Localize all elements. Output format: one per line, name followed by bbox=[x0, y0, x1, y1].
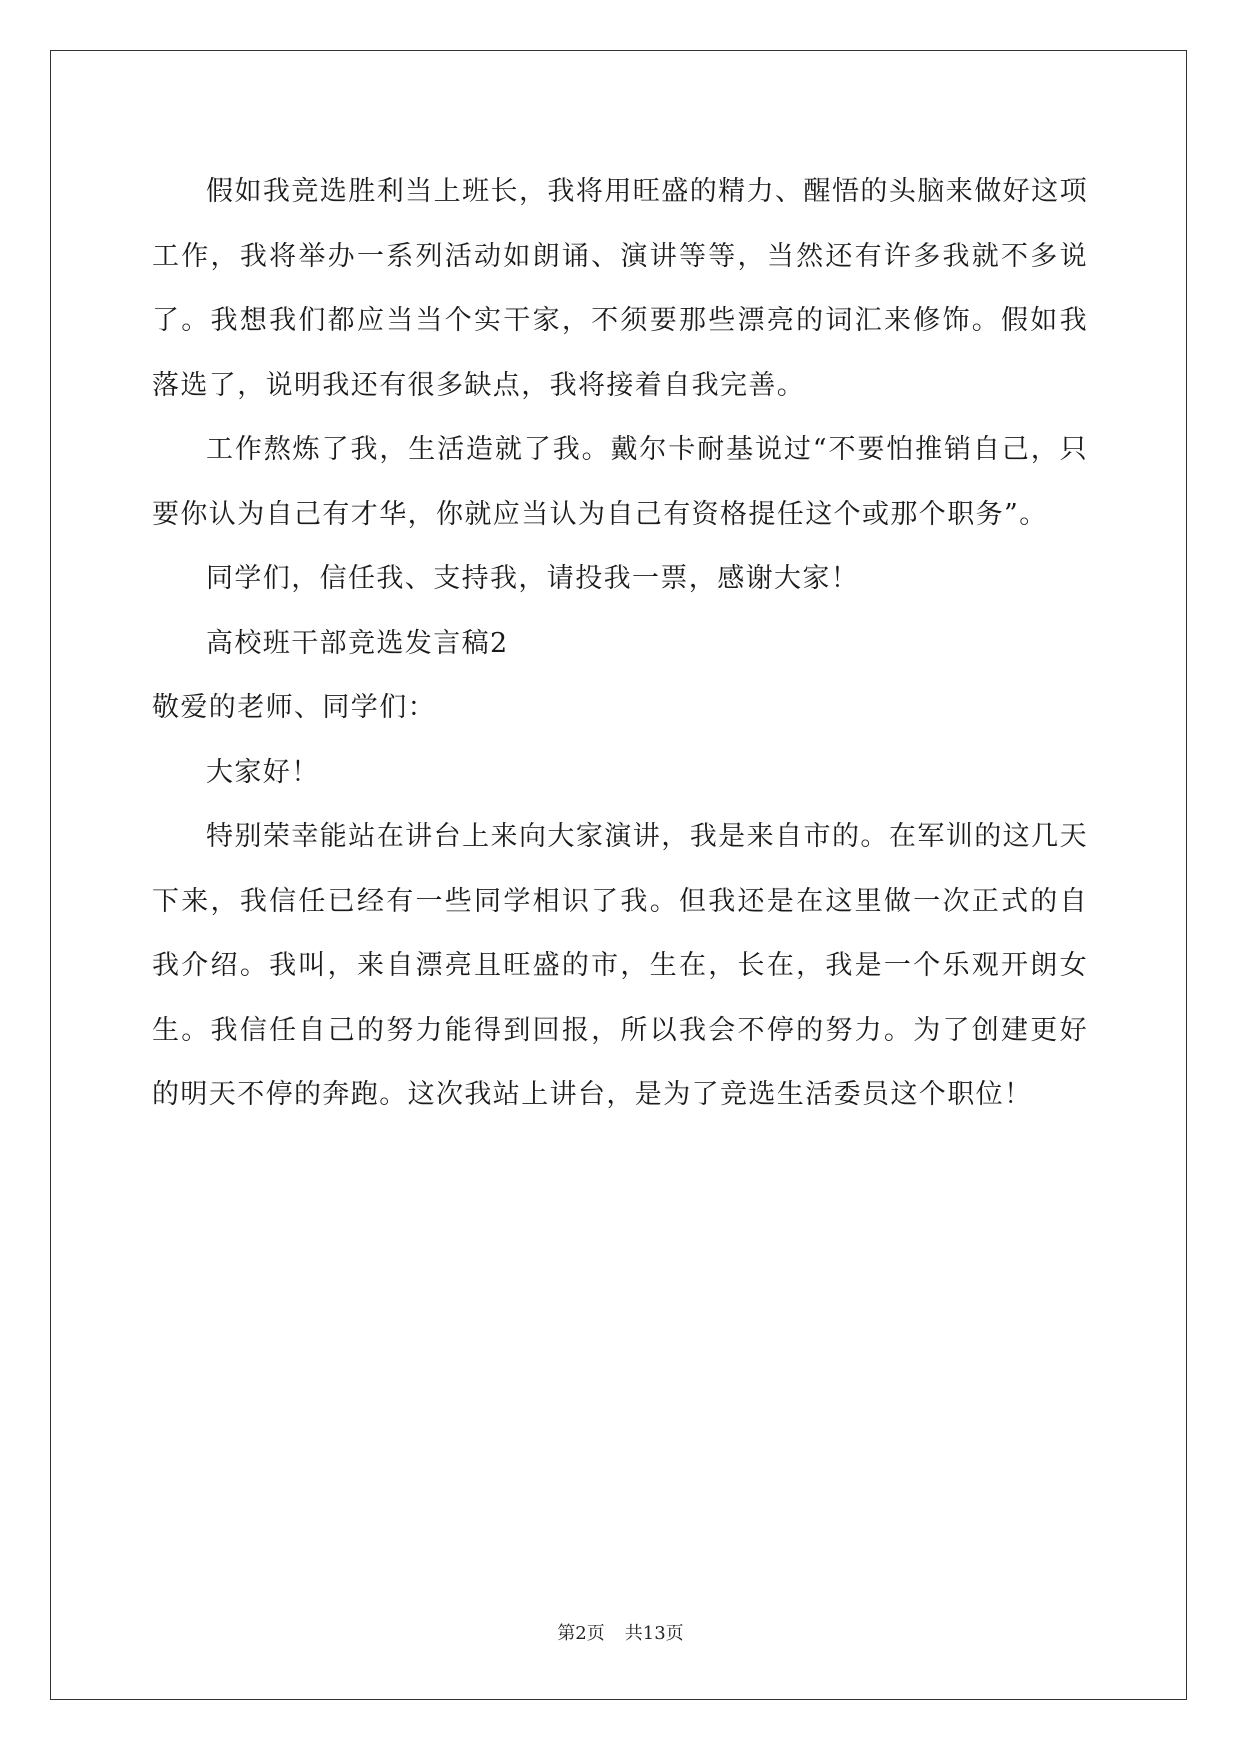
salutation: 敬爱的老师、同学们： bbox=[152, 692, 436, 723]
greeting: 大家好！ bbox=[206, 756, 320, 788]
paragraph: 同学们，信任我、支持我，请投我一票，感谢大家！ bbox=[206, 563, 860, 594]
paragraph: 特别荣幸能站在讲台上来向大家演讲，我是来自市的。在军训的这几天下来，我信任已经有一些同学相识了我。但我还是在这里做一次正式的自我介绍。我叫，来自漂亮且旺盛的市，生在，长在，我是一个乐观开朗女生。我信任自己的努力能得到回报，所以我会不停的努力。为了创建更好的明天不停的奔跑。这次我站上讲台，是为了竞选生活委员这个职位！ bbox=[152, 821, 1088, 1110]
document-body bbox=[152, 160, 1088, 1128]
page-total: 共13页 bbox=[624, 1623, 684, 1644]
page-number: 第2页 bbox=[557, 1623, 605, 1644]
page-footer bbox=[0, 1622, 1241, 1646]
paragraph: 假如我竞选胜利当上班长，我将用旺盛的精力、醒悟的头脑来做好这项工作，我将举办一系列活动如朗诵、演讲等等，当然还有许多我就不多说了。我想我们都应当当个实干家，不须要那些漂亮的词汇来修饰。假如我落选了，说明我还有很多缺点，我将接着自我完善。 bbox=[152, 176, 1088, 401]
paragraph: 工作熬炼了我，生活造就了我。戴尔卡耐基说过“不要怕推销自己，只要你认为自己有才华，你就应当认为自己有资格提任这个或那个职务”。 bbox=[152, 434, 1088, 530]
section-heading: 高校班干部竞选发言稿2 bbox=[206, 627, 509, 659]
